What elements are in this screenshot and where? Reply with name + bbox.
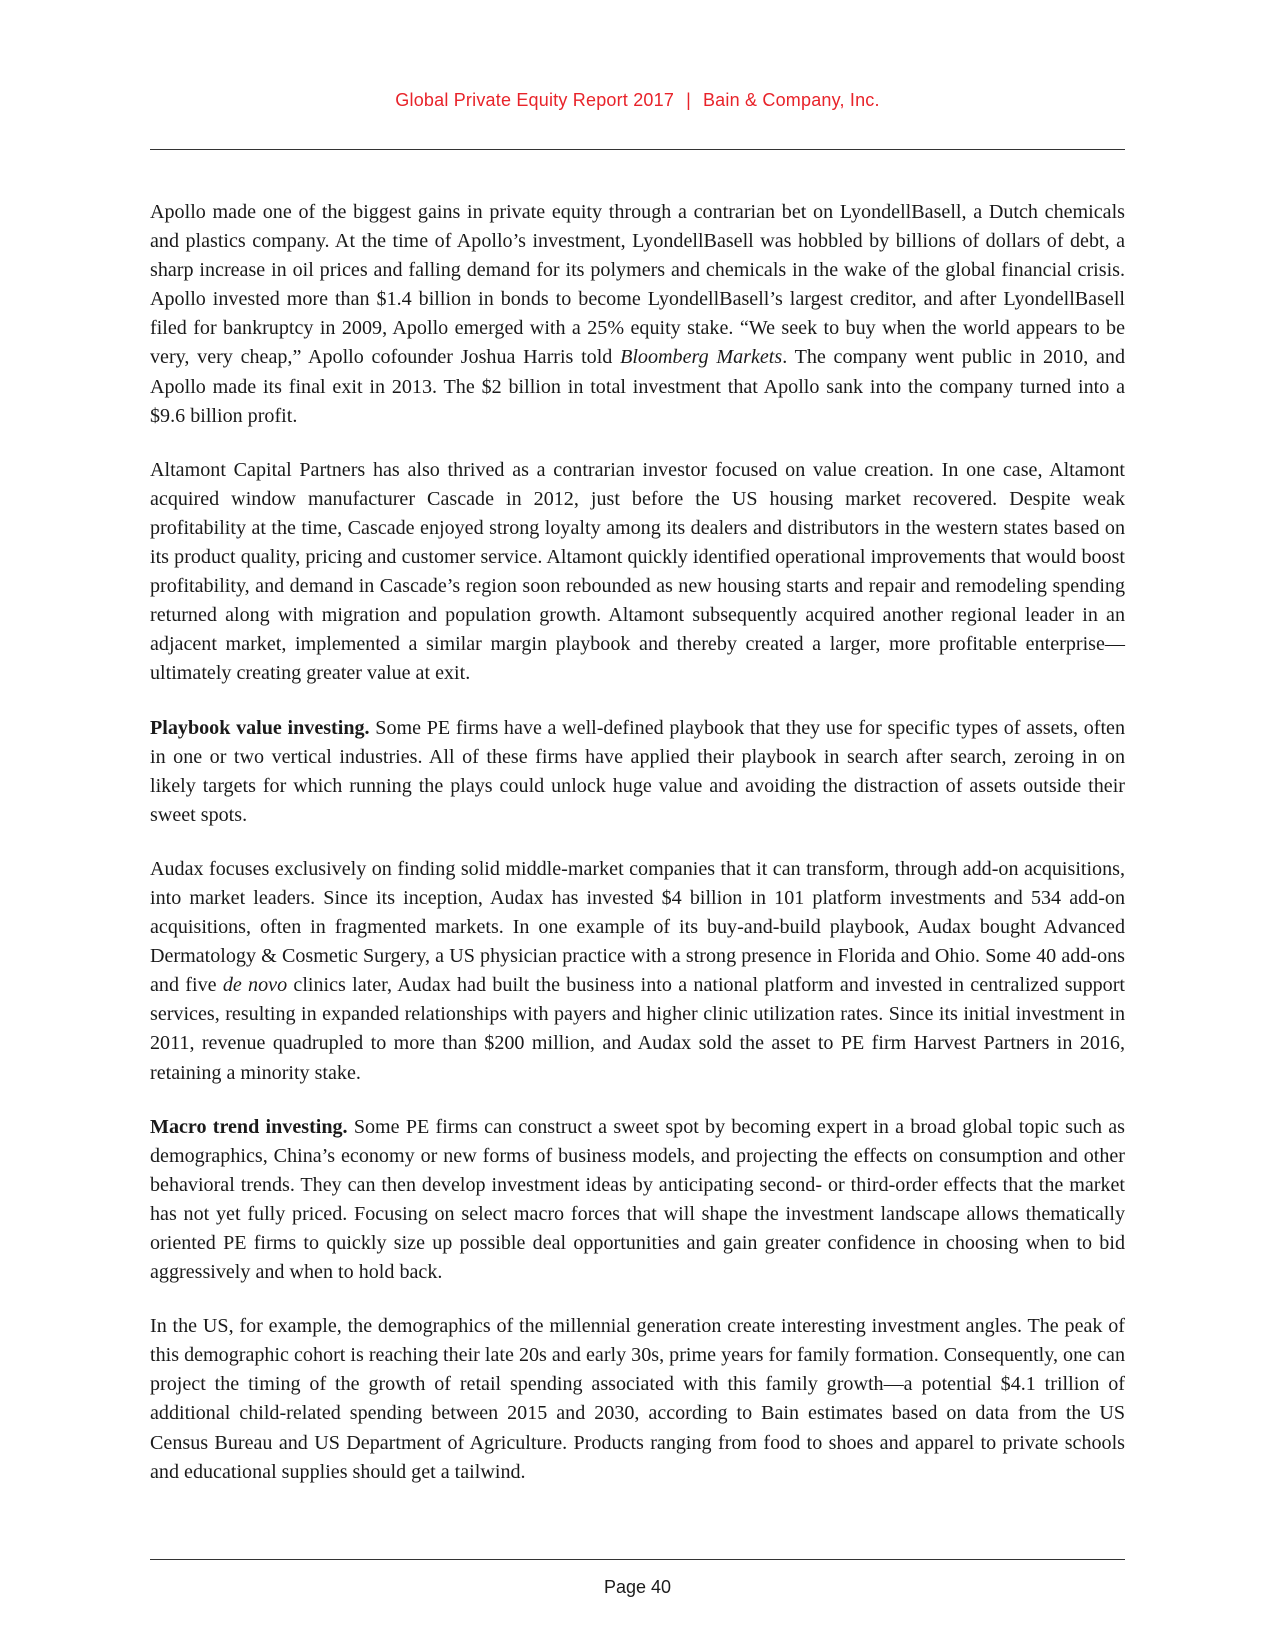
paragraph-apollo	[150, 198, 1125, 431]
paragraph-text: Some PE firms can construct a sweet spot by becoming expert in a broad global topic such as demographics, China’s economy or new forms of business models, and projecting the effects on consumption and other behavioral trends. They can then develop investment ideas by anticipating second- or third-order effects that the market has not yet fully priced. Focusing on select macro forces that will shape the investment landscape allows thematically oriented PE firms to quickly size up possible deal opportunities and gain greater confidence in choosing when to bid aggressively and when to hold back.	[150, 1115, 1125, 1284]
section-lead-heading: Macro trend investing.	[150, 1115, 348, 1138]
paragraph-altamont: Altamont Capital Partners has also thrived as a contrarian investor focused on value creation. In one case, Altamont acquired window manufacturer Cascade in 2012, just before the US housing market recovered. Despite weak profitability at the time, Cascade enjoyed strong loyalty among its dealers and distributors in the western states based on its product quality, pricing and customer service. Altamont quickly identified operational improvements that would boost profitability, and demand in Cascade’s region soon rebounded as new housing starts and repair and remodeling spending returned along with migration and population growth. Altamont subsequently acquired another regional leader in an adjacent market, implemented a similar margin playbook and thereby created a larger, more profitable enterprise—ultimately creating greater value at exit.	[150, 458, 1125, 685]
italic-term: de novo	[222, 974, 288, 997]
paragraph-playbook	[150, 714, 1125, 830]
company-name: Bain & Company, Inc.	[702, 90, 880, 110]
paragraph-text: clinics later, Audax had built the business into a national platform and invested in centralized support services, resulting in expanded relationships with payers and higher clinic utilization rates. Since its initial investment in 2011, revenue quadrupled to more than $200 million, and Audax sold the asset to PE firm Harvest Partners in 2016, retaining a minority stake.	[150, 974, 1125, 1084]
paragraph-text: Apollo made one of the biggest gains in private equity through a contrarian bet on LyondellBasell, a Dutch chemicals and plastics company. At the time of Apollo’s investment, LyondellBasell was hobbled by billions of dollars of debt, a sharp increase in oil prices and falling demand for its polymers and chemicals in the wake of the global financial crisis. Apollo invested more than $1.4 billion in bonds to become LyondellBasell’s largest creditor, and after LyondellBasell filed for bankruptcy in 2009, Apollo emerged with a 25% equity stake. “We seek to buy when the world appears to be very, very cheap,” Apollo cofounder Joshua Harris told	[150, 201, 1125, 369]
report-title: Global Private Equity Report 2017	[395, 90, 675, 110]
paragraph-text: Some PE firms have a well-defined playbook that they use for specific types of assets, often in one or two vertical industries. All of these firms have applied their playbook in search after search, zeroing in on likely targets for which running the plays could unlock huge value and avoiding the distraction of assets outside their sweet spots.	[150, 716, 1125, 826]
header-separator: |	[686, 90, 691, 110]
paragraph-text: . The company went public in 2010, and Apollo made its final exit in 2013. The $2 billion in total investment that Apollo sank into the company turned into a $9.6 billion profit.	[150, 346, 1125, 427]
article-body	[150, 198, 1125, 1512]
publication-title: Bloomberg Markets	[620, 346, 783, 369]
header-rule	[150, 149, 1125, 150]
footer-rule	[150, 1559, 1125, 1560]
paragraph-audax	[150, 855, 1125, 1088]
paragraph-macro-trend	[150, 1113, 1125, 1288]
running-header	[0, 90, 1275, 111]
paragraph-millennials: In the US, for example, the demographics of the millennial generation create interesting investment angles. The peak of this demographic cohort is reaching their late 20s and early 30s, prime years for family formation. Consequently, one can project the timing of the growth of retail spending associated with this family growth—a potential $4.1 trillion of additional child-related spending between 2015 and 2030, according to Bain estimates based on data from the US Census Bureau and US Department of Agriculture. Products ranging from food to shoes and apparel to private schools and educational supplies should get a tailwind.	[150, 1315, 1125, 1483]
paragraph-text: Audax focuses exclusively on finding solid middle-market companies that it can transform, through add-on acquisitions, into market leaders. Since its inception, Audax has invested $4 billion in 101 platform investments and 534 add-on acquisitions, often in fragmented markets. In one example of its buy-and-build playbook, Audax bought Advanced Dermatology & Cosmetic Surgery, a US physician practice with a strong presence in Florida and Ohio. Some 40 add-ons and five	[150, 857, 1125, 997]
section-lead-heading: Playbook value investing.	[150, 716, 370, 739]
page-number: Page 40	[603, 1577, 672, 1597]
